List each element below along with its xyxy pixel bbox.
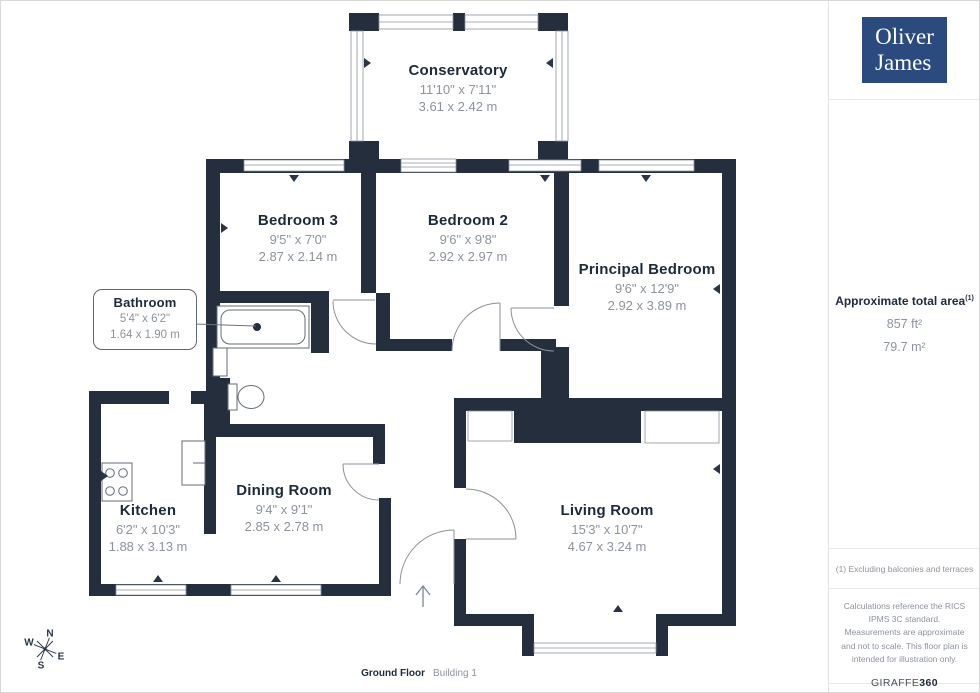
disclaimer-section [829,589,980,689]
room-label-living-room [560,502,653,555]
room-label-bathroom-callout [93,289,197,350]
compass-s: S [37,660,45,672]
room-name: Bedroom 2 [427,212,509,229]
room-name: Bedroom 3 [257,212,339,229]
floor-caption [299,668,539,679]
room-name: Conservatory [408,62,508,79]
giraffe360-logo: GIRAFFE360 [870,676,939,689]
room-label-conservatory [408,62,507,115]
area-metric: 79.7 m² [883,340,926,354]
room-dims-metric: 2.85 x 2.78 m [244,519,324,535]
room-label-bedroom-2 [428,212,508,265]
room-dims-imperial: 9'4" x 9'1" [255,502,313,517]
compass-icon [34,638,56,660]
room-dims-imperial: 9'6" x 12'9" [614,281,680,296]
area-footnote-marker: (1) [965,295,974,302]
room-dims-imperial: 15'3" x 10'7" [571,522,643,537]
floor-label: Ground Floor [361,668,425,679]
logo-line-2: James [875,49,932,75]
compass-n: N [46,628,54,640]
room-name: Bathroom [113,295,177,310]
toilet-icon [228,384,264,410]
chimney-breast [514,398,641,443]
room-dims-metric: 2.92 x 3.89 m [607,298,687,314]
room-name: Dining Room [236,482,332,499]
room-dims-imperial: 9'5" x 7'0" [269,232,327,247]
room-name: Kitchen [119,502,177,519]
room-dims-metric: 1.64 x 1.90 m [110,328,180,341]
room-dims-imperial: 5'4" x 6'2" [119,313,171,325]
room-dims-imperial: 11'10" x 7'11" [419,82,497,97]
sink-icon [213,348,227,376]
kitchen-sink-icon [182,441,205,485]
logo-line-1: Oliver [875,23,934,49]
room-label-principal-bedroom [579,261,716,314]
building-label: Building 1 [432,668,477,679]
room-dims-imperial: 6'2" x 10'3" [115,522,181,537]
compass-e: E [57,651,65,663]
room-name: Principal Bedroom [578,261,716,278]
room-label-bedroom-3 [258,212,338,265]
info-sidebar [828,1,980,693]
logo-section [829,1,980,100]
room-dims-metric: 3.61 x 2.42 m [418,99,498,115]
area-title: Approximate total area$^{(1)}$ [835,294,974,308]
room-label-dining-room [236,482,332,535]
room-dims-metric: 1.88 x 3.13 m [108,539,188,555]
oliver-james-logo [862,17,947,84]
disclaimer-text: Calculations reference the RICS IPMS 3C standard. Measurements are approximate and not to scale. This floor plan is intended for illustration only. [841,601,968,664]
room-dims-metric: 4.67 x 3.24 m [567,539,647,555]
room-name: Living Room [560,502,654,519]
bathtub-icon [217,306,309,348]
footnote: (1) Excluding balconies and terraces [829,549,980,589]
room-dims-imperial: 9'6" x 9'8" [439,232,497,247]
hob-icon [102,463,132,501]
room-dims-metric: 2.92 x 2.97 m [428,249,508,265]
room-dims-metric: 2.87 x 2.14 m [258,249,338,265]
area-section [829,100,980,549]
area-imperial: 857 ft² [886,317,923,331]
entry-arrow-icon [416,586,430,607]
compass-w: W [24,637,34,649]
room-label-kitchen [109,502,188,555]
